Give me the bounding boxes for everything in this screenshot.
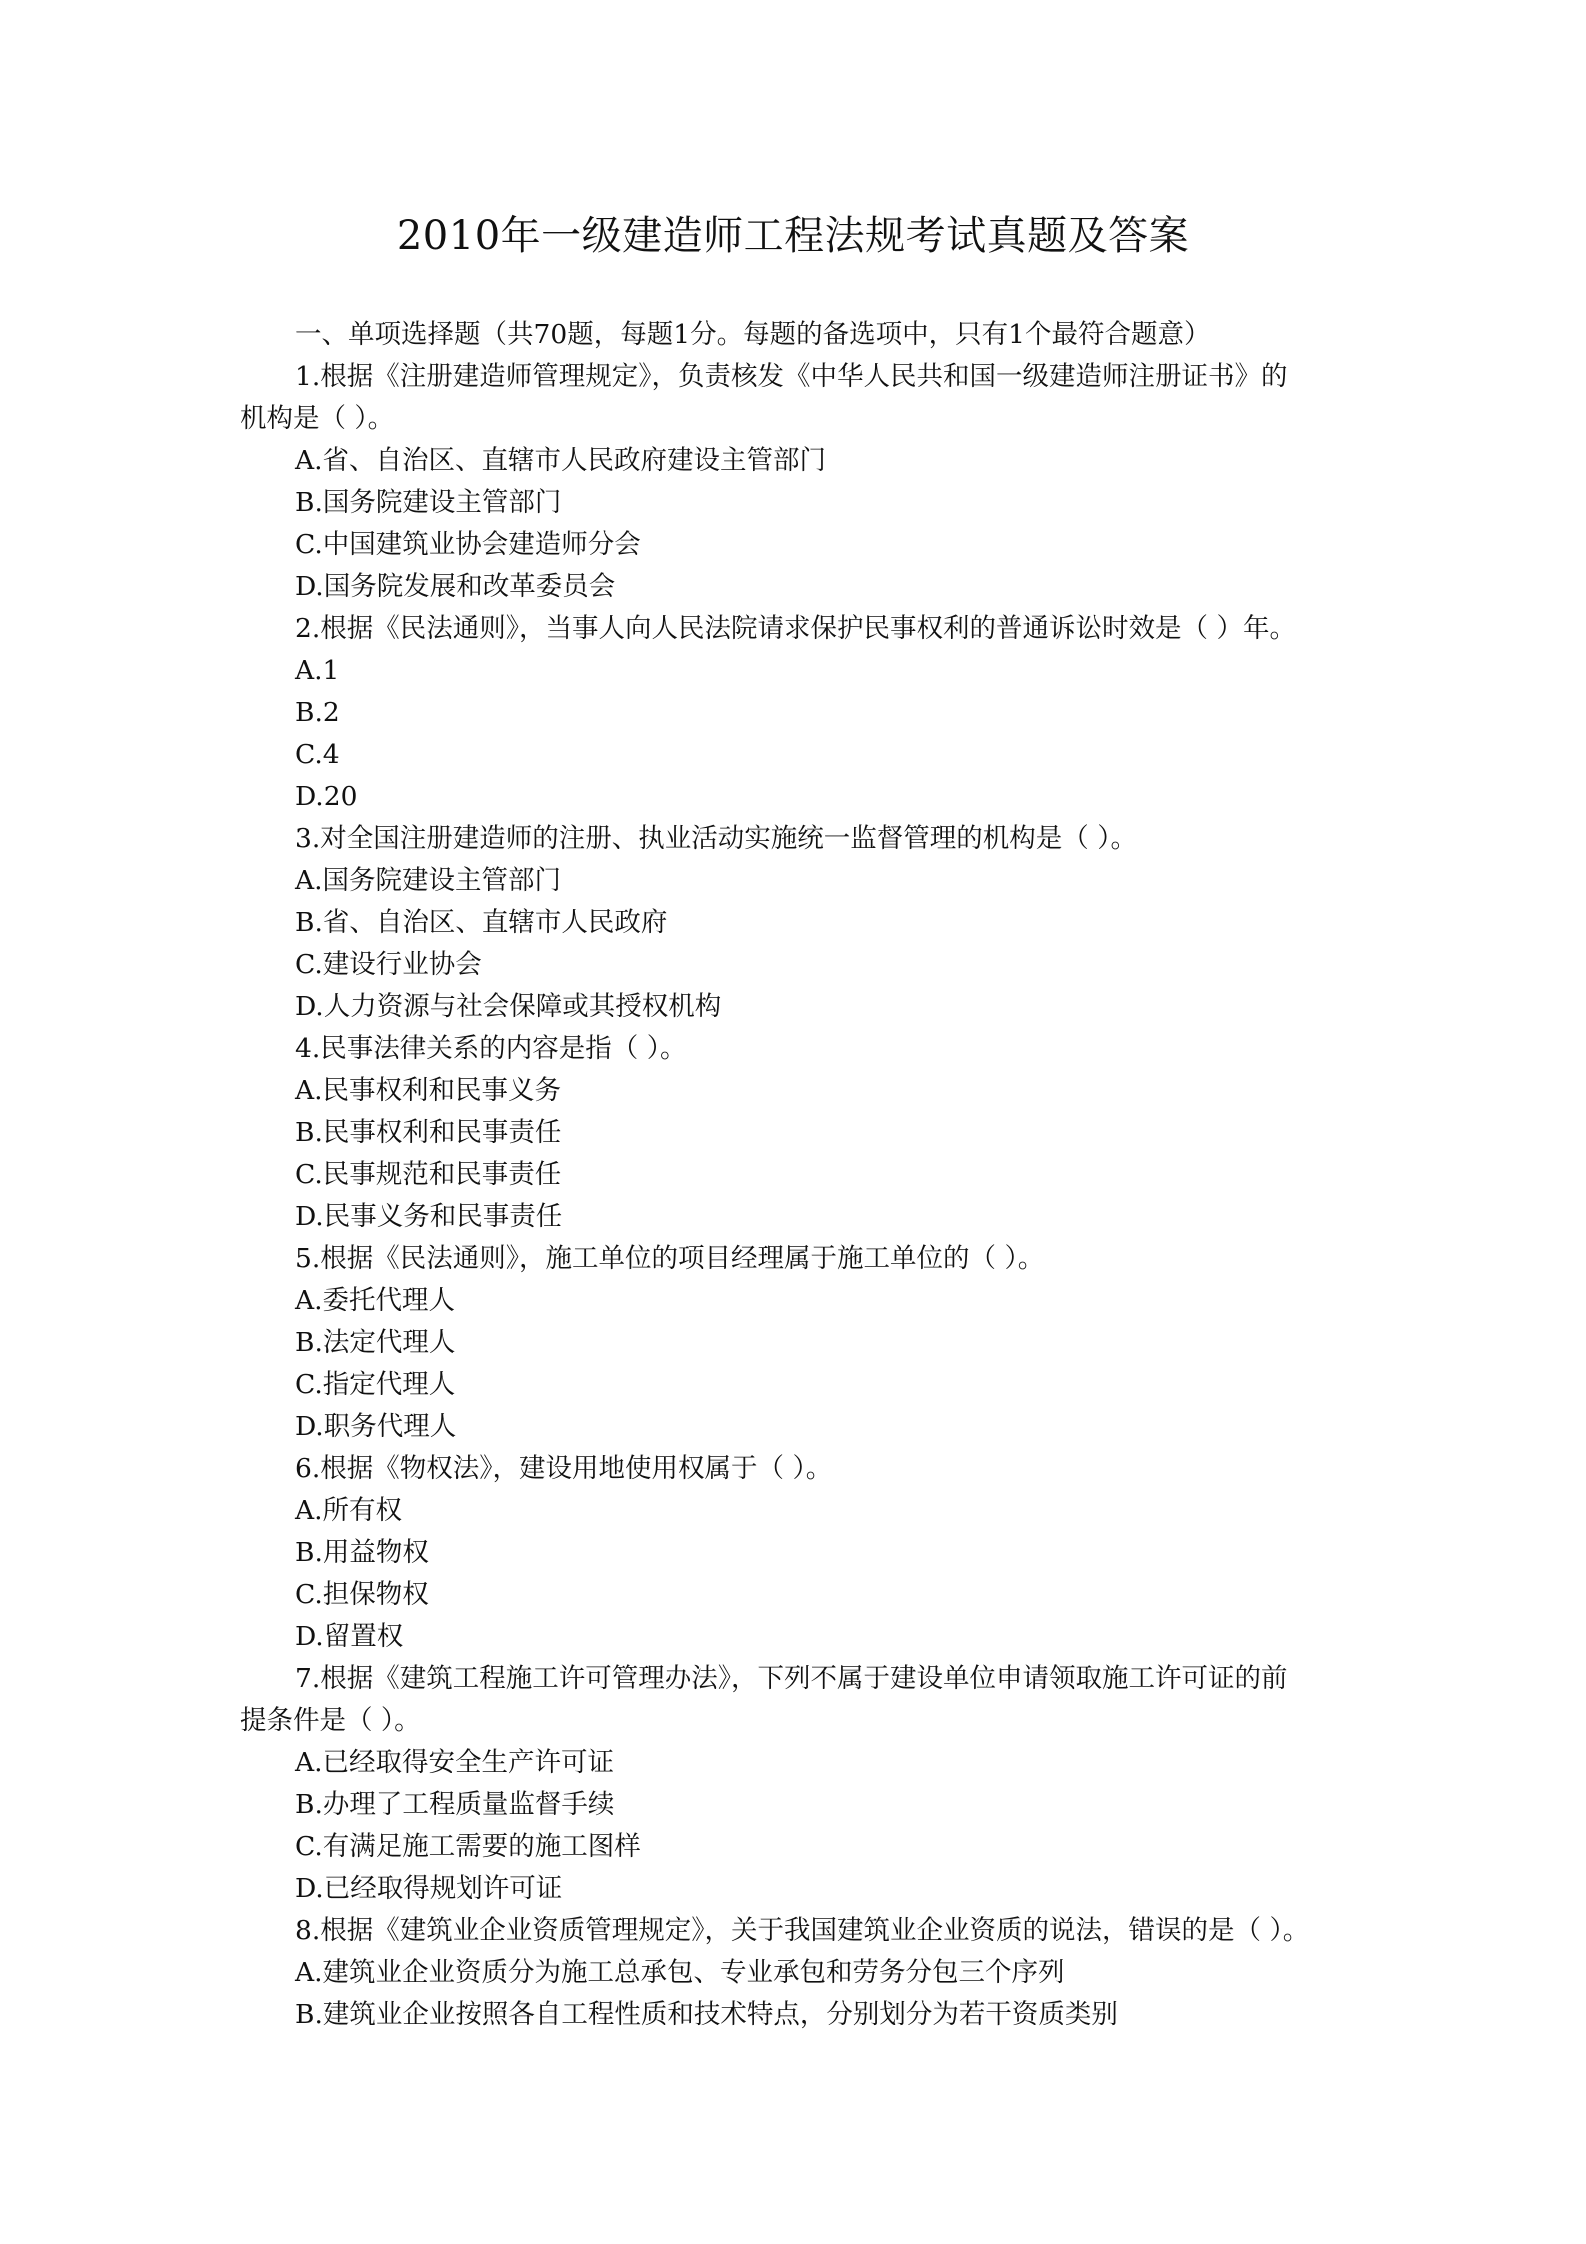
document-body: [240, 314, 1350, 2036]
document-line: D.人力资源与社会保障或其授权机构: [295, 991, 722, 1022]
document-line: 一、单项选择题（共70题，每题1分。每题的备选项中，只有1个最符合题意）: [295, 319, 1211, 350]
document-line: D.民事义务和民事责任: [295, 1201, 563, 1232]
document-line: A.1: [295, 655, 340, 686]
document-line: A.所有权: [295, 1495, 403, 1526]
document-line: B.用益物权: [295, 1537, 429, 1568]
document-line: C.指定代理人: [295, 1369, 456, 1400]
document-line: C.4: [295, 739, 340, 770]
document-line: 4.民事法律关系的内容是指（ ）。: [295, 1033, 687, 1064]
document-line: 5.根据《民法通则》，施工单位的项目经理属于施工单位的（ ）。: [295, 1243, 1045, 1274]
document-line: 机构是（ ）。: [240, 403, 395, 434]
document-line: 1.根据《注册建造师管理规定》，负责核发《中华人民共和国一级建造师注册证书》的: [295, 361, 1288, 392]
document-line: C.建设行业协会: [295, 949, 482, 980]
document-line: D.职务代理人: [295, 1411, 457, 1442]
document-line: A.省、自治区、直辖市人民政府建设主管部门: [295, 445, 827, 476]
document-line: B.2: [295, 697, 340, 728]
document-line: A.已经取得安全生产许可证: [295, 1747, 615, 1778]
document-line: B.法定代理人: [295, 1327, 456, 1358]
document-line: 6.根据《物权法》，建设用地使用权属于（ ）。: [295, 1453, 833, 1484]
document-line: B.民事权利和民事责任: [295, 1117, 562, 1148]
document-line: B.建筑业企业按照各自工程性质和技术特点，分别划分为若干资质类别: [295, 1999, 1118, 2030]
document-line: 2.根据《民法通则》，当事人向人民法院请求保护民事权利的普通诉讼时效是（ ）年。: [295, 613, 1296, 644]
document-line: 3.对全国注册建造师的注册、执业活动实施统一监督管理的机构是（ ）。: [295, 823, 1137, 854]
document-line: C.有满足施工需要的施工图样: [295, 1831, 641, 1862]
document-line: D.20: [295, 781, 358, 812]
document-line: A.民事权利和民事义务: [295, 1075, 562, 1106]
document-line: 提条件是（ ）。: [240, 1705, 421, 1736]
document-line: A.国务院建设主管部门: [295, 865, 562, 896]
document-line: B.省、自治区、直辖市人民政府: [295, 907, 668, 938]
document-line: C.民事规范和民事责任: [295, 1159, 562, 1190]
document-line: D.已经取得规划许可证: [295, 1873, 563, 1904]
document-line: A.委托代理人: [295, 1285, 456, 1316]
document-line: B.国务院建设主管部门: [295, 487, 562, 518]
document-line: D.留置权: [295, 1621, 404, 1652]
document-line: B.办理了工程质量监督手续: [295, 1789, 615, 1820]
document-line: C.中国建筑业协会建造师分会: [295, 529, 641, 560]
document-line: D.国务院发展和改革委员会: [295, 571, 616, 602]
document-title: 2010年一级建造师工程法规考试真题及答案: [396, 213, 1190, 259]
document-line: 8.根据《建筑业企业资质管理规定》，关于我国建筑业企业资质的说法，错误的是（ ）。: [295, 1915, 1310, 1946]
document-line: 7.根据《建筑工程施工许可管理办法》，下列不属于建设单位申请领取施工许可证的前: [295, 1663, 1288, 1694]
document-line: A.建筑业企业资质分为施工总承包、专业承包和劳务分包三个序列: [295, 1957, 1065, 1988]
document-line: C.担保物权: [295, 1579, 429, 1610]
